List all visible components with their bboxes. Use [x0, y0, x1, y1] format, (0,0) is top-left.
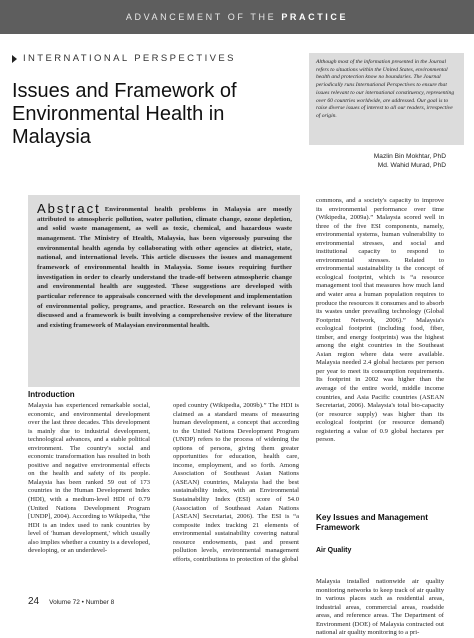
body-column-1	[28, 402, 150, 586]
introduction-heading: Introduction	[28, 390, 75, 399]
abstract-box	[28, 195, 300, 387]
banner-text	[126, 12, 348, 22]
editorial-note: Although most of the information presented in the Journal refers to situations within the United States, environmental health and protection know no boundaries. The Journal periodically runs International Perspectives to ensure that issues relevant to our international constituency, representing over 60 countries worldwide, are addressed. Our goal is to raise diverse issues of interest to all our readers, irrespective of origin.	[309, 53, 464, 145]
abstract-heading: Abstract	[37, 201, 101, 216]
banner-emphasis: PRACTICE	[281, 12, 349, 22]
air-quality-text	[316, 578, 444, 637]
author-name: Md. Wahid Murad, PhD	[377, 162, 446, 169]
author-list	[374, 152, 446, 170]
article-title: Issues and Framework of Environmental Health in Malaysia	[12, 80, 237, 148]
journal-volume: Volume 72 • Number 8	[49, 599, 115, 606]
body-column-3	[316, 197, 444, 505]
key-issues-heading: Key Issues and Management Framework	[316, 513, 428, 532]
body-column-2	[173, 402, 299, 588]
body-paragraph: commons, and a society's capacity to improve its environmental performance over time (Wikipedia, 2009a).” Malaysia scored well in three of the five ESI components, namely, environmental systems, human vulnerability to environmental stresses, and social and institutional capacity to respond to environmental stresses. Related to environmental sustainability is the concept of ecological footprint, which is “a resource management tool that measures how much land and water area a human population requires to produce the resources it consumes and to absorb its wastes under prevailing technology (Global Footprint Network, 2006).” Malaysia's ecological footprint (including food, fiber, timber, and energy footprints) was the highest among the eight countries in the Southeast Asian region where data were available. Malaysia needed 2.4 global hectares per person per year to meet its consumption requirements. Its footprint in 2002 was higher than the average of the entire world, middle income countries, and Asia Pacific countries (ASEAN Secretariat, 2006). Malaysia's total bio-capacity (or resource supply) was higher than its ecological footprint (or resource demand) registering a value of 0.9 global hectares per person.	[316, 197, 444, 444]
abstract-text: Environmental health problems in Malaysia are mostly attributed to atmospheric pollution, water pollution, climate change, ozone depletion, and solid waste management, as well as toxic, chemical, and hazardous waste management. The Ministry of Health, Malaysia, has been vigorously pursuing the environmental health agenda by collaborating with other agencies at district, state, national, and international levels. This article discusses the issues and management framework of environmental health in Malaysia. Some issues requiring further investigation in order to clearly understand the trade-off between atmospheric change and environmental health are suggested. These suggestions are developed with particular reference to appraisals concerned with the development and implementation of environmental policy, programs, and practice. Research on the relevant issues is discussed and a framework is built involving a comprehensive review of the literature and existing framework of Malaysian environmental health.	[37, 206, 292, 329]
section-label	[12, 53, 236, 64]
air-quality-subheading: Air Quality	[316, 547, 352, 554]
page-footer	[28, 596, 114, 607]
banner-prefix: ADVANCEMENT OF THE	[125, 12, 277, 22]
body-paragraph: Malaysia installed nationwide air quality monitoring networks to keep track of air quality in various places such as residential areas, industrial areas, commercial areas, roadside areas, and reference areas. The Department of Environment (DOE) of Malaysia contracted out national air quality monitoring to a pri-	[316, 578, 444, 637]
body-paragraph: Malaysia has experienced remarkable social, economic, and environmental development over the last three decades. This development is mainly due to industrial development, technological advances, and a stable political environment. The country's social and economic transformation has resulted in both positive and negative environmental effects on the health and safety of its people. Malaysia has been ranked 59 out of 173 countries in the Human Development Index (HDI), with a medium-level HDI of 0.79 (United Nations Development Program [UNDP], 2004). According to Wikipedia, “the HDI is an index used to rank countries by level of 'human development,' which usually also implies whether a country is a developed, developing, or an underdevel-	[28, 402, 150, 555]
body-paragraph: oped country (Wikipedia, 2009b).” The HDI is claimed as a standard means of measuring human development, a concept that according to the United Nations Development Program (UNDP) refers to the process of widening the options of persons, giving them greater opportunities for education, health care, income, employment, and so forth. Among Association of Southeast Asian Nations (ASEAN) countries, Malaysia had the best sustainability index, with an Environmental Sustainability Index (ESI) score of 54.0 (Association of Southeast Asian Nations [ASEAN] Secretariat, 2006). The ESI is “a composite index tracking 21 elements of environmental sustainability covering natural resource endowments, past and present pollution levels, environmental management efforts, contributions to protection of the global	[173, 402, 299, 563]
page-number: 24	[28, 596, 40, 607]
section-label-text: INTERNATIONAL PERSPECTIVES	[23, 53, 236, 64]
triangle-bullet-icon	[12, 55, 17, 63]
author-name: Mazlin Bin Mokhtar, PhD	[373, 153, 446, 160]
section-banner	[0, 0, 474, 34]
